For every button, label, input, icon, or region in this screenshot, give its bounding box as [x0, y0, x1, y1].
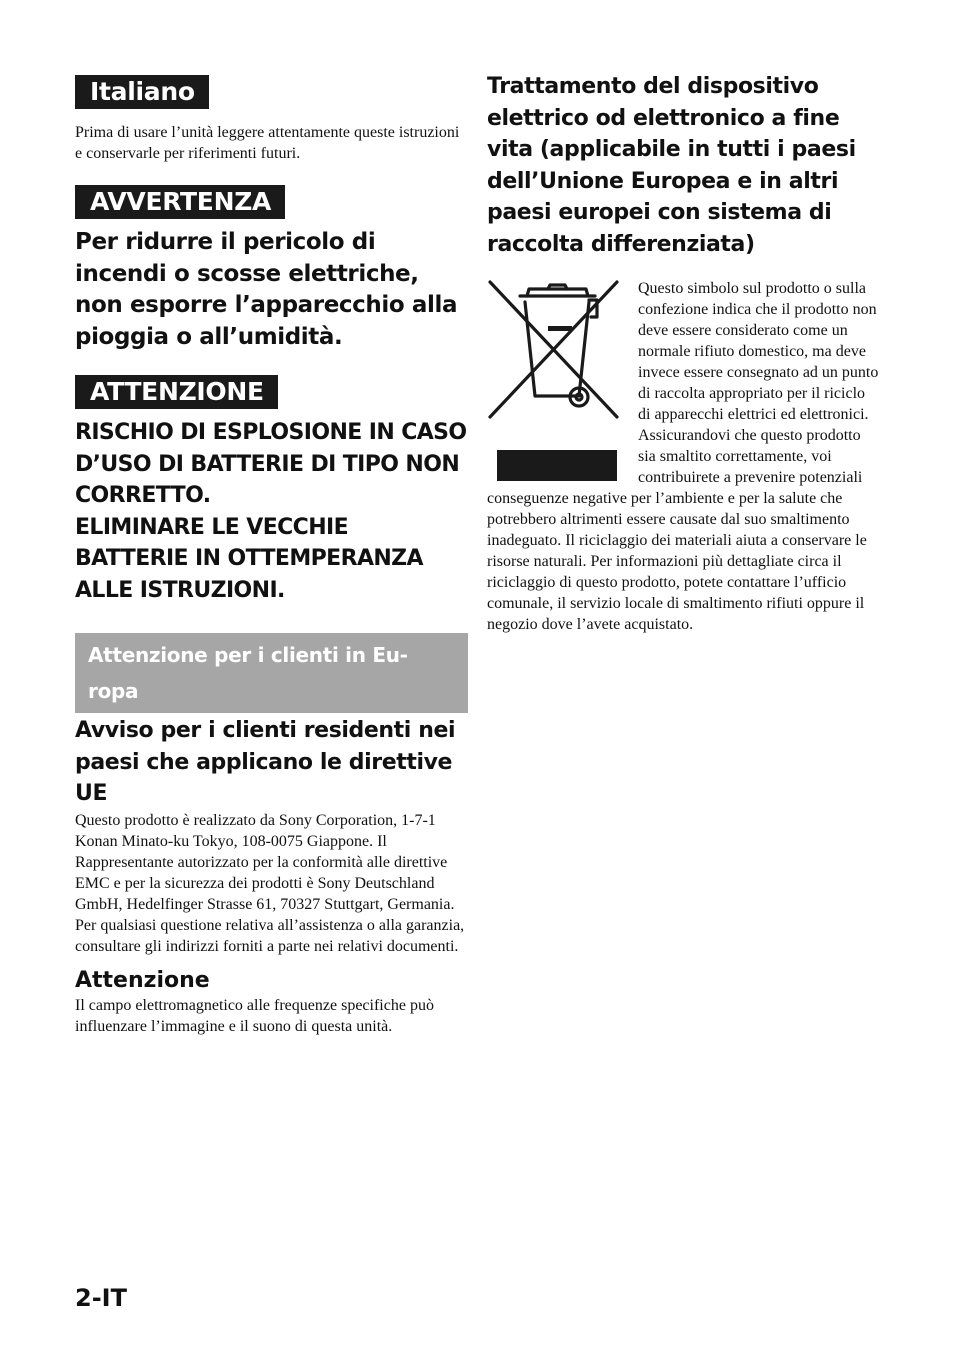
- caution-label: ATTENZIONE: [75, 375, 278, 409]
- eu-notice-text: Questo prodotto è realizzato da Sony Corporation, 1-7-1 Konan Minato-ku Tokyo, 108-0075 Giappone. Il Rappresentante autorizzato per la conformità alle direttive EMC e per la sicurezza dei prodotti è Sony Deutschland GmbH, Hedelfinger Strasse 61, 70327 Stuttgart, Germania. Per qualsiasi questione relativa all’assistenza o alla garanzia, consultare gli indirizzi forniti a parte nei relativi documenti.: [75, 811, 465, 955]
- intro-text: Prima di usare l’unità leggere attentamente queste istruzioni e conservarle per riferimenti futuri.: [75, 124, 460, 162]
- page-number: 2-IT: [75, 1284, 127, 1312]
- caution-text-1: RISCHIO DI ESPLOSIONE IN CASO D’USO DI BATTERIE DI TIPO NON CORRETTO.: [75, 420, 467, 508]
- eu-notice-heading: Avviso per i clienti residenti nei paesi che applicano le direttive UE: [75, 718, 456, 806]
- attention-heading: Attenzione: [75, 967, 210, 993]
- right-column: [487, 71, 879, 635]
- weee-text: Questo simbolo sul prodotto o sulla confezione indica che il prodotto non deve essere considerato come un normale rifiuto domestico, ma deve invece essere consegnato ad un punto di raccolta appropriato per il riciclo di apparecchi elettrici ed elettronici. Assicurandovi che questo prodotto sia smaltito correttamente, voi contribuirete a prevenire potenziali conseguenze negative per l’ambiente e per la salute che potrebbero altrimenti essere causate dal suo smaltimento inadeguato. Il riciclaggio dei materiali aiuta a conservare le risorse naturali. Per informazioni più dettagliate circa il riciclaggio di questo prodotto, potete contattare l’ufficio comunale, il servizio locale di smaltimento rifiuti oppure il negozio dove l’avete acquistato.: [487, 280, 879, 633]
- warning-text: Per ridurre il pericolo di incendi o scosse elettriche, non esporre l’apparecchio alla pioggia o all’umidità.: [75, 229, 458, 350]
- attention-text: Il campo elettromagnetico alle frequenze specifiche può influenzare l’immagine e il suono di questa unità.: [75, 996, 434, 1035]
- warning-label: AVVERTENZA: [75, 185, 285, 219]
- weee-heading: Trattamento del dispositivo elettrico od elettronico a fine vita (applicabile in tutti i paesi dell’Unione Europea e in altri paesi europei con sistema di raccolta differenziata): [487, 74, 856, 257]
- weee-section: [487, 278, 879, 635]
- europe-section-bar: Attenzione per i clienti in Eu-ropa: [75, 633, 468, 713]
- crossed-out-wheelie-bin-icon: [487, 276, 625, 486]
- caution-text-2: ELIMINARE LE VECCHIE BATTERIE IN OTTEMPERANZA ALLE ISTRUZIONI.: [75, 514, 423, 603]
- left-column: [75, 75, 468, 1037]
- language-label: Italiano: [75, 75, 209, 109]
